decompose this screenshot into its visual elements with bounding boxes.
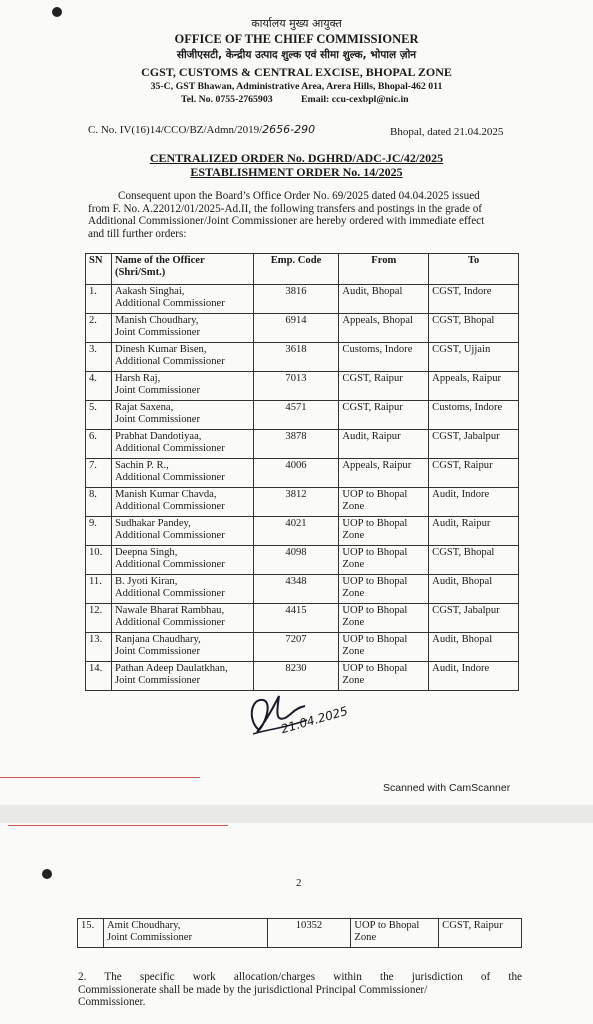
col-header-to: To [429, 254, 519, 285]
row-emp-code: 3618 [253, 343, 339, 372]
row-to: Audit, Bhopal [429, 633, 519, 662]
officer-designation: Additional Commissioner [114, 500, 225, 512]
office-title: OFFICE OF THE CHIEF COMMISSIONER [174, 32, 419, 46]
officer-name: Dinesh Kumar Bisen, [114, 344, 207, 355]
row-from: UOP to Bhopal Zone [339, 604, 429, 633]
col-header-code: Emp. Code [253, 254, 339, 285]
row-to: Audit, Indore [429, 488, 519, 517]
row-sn: 14. [86, 662, 112, 691]
email: Email: ccu-cexbpl@nic.in [301, 94, 409, 105]
col-header-name: Name of the Officer (Shri/Smt.) [111, 254, 253, 285]
officer-name: Manish Kumar Chavda, [114, 489, 217, 500]
row-emp-code: 3878 [253, 430, 339, 459]
col-header-from: From [339, 254, 429, 285]
row-officer [111, 604, 253, 633]
divider [0, 777, 200, 778]
officer-designation: Joint Commissioner [114, 413, 201, 425]
row-from: UOP to Bhopal Zone [351, 919, 439, 948]
row-from: UOP to Bhopal Zone [339, 488, 429, 517]
row-from: Appeals, Raipur [339, 459, 429, 488]
dated: Bhopal, dated 21.04.2025 [390, 126, 504, 138]
table-row [86, 488, 519, 517]
camscanner-watermark: Scanned with CamScanner [383, 782, 511, 794]
row-to: CGST, Ujjain [429, 343, 519, 372]
para2-line: 2. The specific work allocation/charges within the jurisdiction of the [78, 971, 522, 983]
para2-line: Commissioner. [78, 996, 146, 1008]
officer-name: Ranjana Chaudhary, [114, 634, 201, 645]
row-officer [111, 430, 253, 459]
row-officer [111, 633, 253, 662]
row-officer [103, 919, 267, 948]
officer-designation: Additional Commissioner [114, 442, 225, 454]
table-row [86, 372, 519, 401]
row-to: CGST, Raipur [429, 459, 519, 488]
intro-line: from F. No. A.22012/01/2025-Ad.II, the following transfers and postings in the grade of [88, 202, 483, 215]
officer-name: Nawale Bharat Rambhau, [114, 605, 225, 616]
page-number: 2 [296, 877, 302, 889]
officer-name: Deepna Singh, [114, 547, 178, 558]
row-to: CGST, Bhopal [429, 546, 519, 575]
row-sn: 12. [86, 604, 112, 633]
zone-hindi: सीजीएसटी, केन्द्रीय उत्पाद शुल्क एवं सीमा शुल्क, भोपाल ज़ोन [176, 49, 417, 61]
row-to: CGST, Raipur [439, 919, 522, 948]
transfer-table [85, 253, 519, 691]
row-to: Appeals, Raipur [429, 372, 519, 401]
file-number-text: C. No. IV(16)14/CCO/BZ/Admn/2019/ [88, 124, 263, 136]
row-from: CGST, Raipur [339, 401, 429, 430]
table-row [86, 430, 519, 459]
row-emp-code: 3816 [253, 285, 339, 314]
row-sn: 1. [86, 285, 112, 314]
row-officer [111, 517, 253, 546]
row-sn: 4. [86, 372, 112, 401]
table-row [86, 285, 519, 314]
row-officer [111, 662, 253, 691]
para2-line: Commissionerate shall be made by the jurisdictional Principal Commissioner/ [78, 983, 428, 996]
row-from: UOP to Bhopal Zone [339, 662, 429, 691]
row-to: Audit, Indore [429, 662, 519, 691]
table-row [86, 604, 519, 633]
row-from: Appeals, Bhopal [339, 314, 429, 343]
page-gap [0, 805, 593, 823]
row-emp-code: 8230 [253, 662, 339, 691]
row-emp-code: 4415 [253, 604, 339, 633]
intro-paragraph [88, 190, 518, 240]
row-to: CGST, Indore [429, 285, 519, 314]
row-from: CGST, Raipur [339, 372, 429, 401]
row-to: CGST, Jabalpur [429, 604, 519, 633]
table-row [86, 459, 519, 488]
row-to: CGST, Jabalpur [429, 430, 519, 459]
officer-name: Sudhakar Pandey, [114, 518, 191, 529]
officer-name: Pathan Adeep Daulatkhan, [114, 663, 228, 674]
row-sn: 10. [86, 546, 112, 575]
officer-designation: Joint Commissioner [106, 931, 193, 943]
officer-designation: Joint Commissioner [114, 645, 201, 657]
row-officer [111, 488, 253, 517]
row-from: Customs, Indore [339, 343, 429, 372]
table-row [86, 662, 519, 691]
row-sn: 15. [78, 919, 104, 948]
row-emp-code: 7013 [253, 372, 339, 401]
row-emp-code: 4021 [253, 517, 339, 546]
page-2 [0, 823, 593, 1024]
row-emp-code: 4571 [253, 401, 339, 430]
row-emp-code: 4098 [253, 546, 339, 575]
officer-designation: Joint Commissioner [114, 326, 201, 338]
order-title-2: ESTABLISHMENT ORDER No. 14/2025 [190, 165, 403, 179]
table-row [78, 919, 522, 948]
row-sn: 11. [86, 575, 112, 604]
table-header-row [86, 254, 519, 285]
row-sn: 7. [86, 459, 112, 488]
file-number [88, 124, 315, 136]
row-from: UOP to Bhopal Zone [339, 633, 429, 662]
transfer-table-continued [77, 918, 522, 948]
col-header-sn: SN [86, 254, 112, 285]
order-title-1: CENTRALIZED ORDER No. DGHRD/ADC-JC/42/2025 [149, 151, 444, 165]
intro-line: and till further orders: [88, 227, 187, 240]
row-from: Audit, Bhopal [339, 285, 429, 314]
row-emp-code: 4006 [253, 459, 339, 488]
table-row [86, 343, 519, 372]
table-row [86, 401, 519, 430]
officer-name: Manish Choudhary, [114, 315, 199, 326]
row-to: Audit, Bhopal [429, 575, 519, 604]
table-body [86, 285, 519, 691]
officer-designation: Additional Commissioner [114, 558, 225, 570]
officer-designation: Additional Commissioner [114, 529, 225, 541]
row-sn: 6. [86, 430, 112, 459]
row-emp-code: 7207 [253, 633, 339, 662]
officer-name: Sachin P. R., [114, 460, 169, 471]
officer-name: Prabhat Dandotiyaa, [114, 431, 202, 442]
row-emp-code: 4348 [253, 575, 339, 604]
officer-designation: Additional Commissioner [114, 355, 225, 367]
row-emp-code: 6914 [253, 314, 339, 343]
row-sn: 3. [86, 343, 112, 372]
address: 35-C, GST Bhawan, Administrative Area, Arera Hills, Bhopal-462 011 [150, 81, 443, 92]
officer-designation: Additional Commissioner [114, 587, 225, 599]
row-to: CGST, Bhopal [429, 314, 519, 343]
row-to: Customs, Indore [429, 401, 519, 430]
officer-designation: Joint Commissioner [114, 674, 201, 686]
table-row [86, 546, 519, 575]
table-row [86, 314, 519, 343]
row-officer [111, 401, 253, 430]
intro-line: Additional Commissioner/Joint Commissioner are hereby ordered with immediate effect [88, 215, 485, 227]
tel: Tel. No. 0755-2765903 [181, 94, 273, 105]
row-emp-code: 10352 [267, 919, 351, 948]
officer-designation: Joint Commissioner [114, 384, 201, 396]
row-officer [111, 314, 253, 343]
punch-hole [42, 869, 52, 879]
table-row [86, 517, 519, 546]
office-hindi: कार्यालय मुख्य आयुक्त [251, 17, 342, 30]
row-emp-code: 3812 [253, 488, 339, 517]
officer-name: Amit Choudhary, [106, 920, 181, 931]
row-officer [111, 575, 253, 604]
row-to: Audit, Raipur [429, 517, 519, 546]
row-officer [111, 343, 253, 372]
officer-designation: Additional Commissioner [114, 471, 225, 483]
zone-title: CGST, CUSTOMS & CENTRAL EXCISE, BHOPAL ZONE [141, 65, 452, 79]
officer-name: Aakash Singhai, [114, 286, 185, 297]
row-from: UOP to Bhopal Zone [339, 575, 429, 604]
row-sn: 5. [86, 401, 112, 430]
intro-line: Consequent upon the Board’s Office Order No. 69/2025 dated 04.04.2025 issued [118, 190, 480, 202]
row-officer [111, 546, 253, 575]
row-sn: 8. [86, 488, 112, 517]
row-officer [111, 459, 253, 488]
paragraph-2 [78, 971, 522, 1009]
officer-name: Harsh Raj, [114, 373, 161, 384]
signature-date: 21.04.2025 [279, 703, 350, 737]
row-sn: 2. [86, 314, 112, 343]
row-sn: 9. [86, 517, 112, 546]
row-officer [111, 285, 253, 314]
officer-designation: Additional Commissioner [114, 616, 225, 628]
table-row [86, 575, 519, 604]
officer-name: Rajat Saxena, [114, 402, 174, 413]
row-from: UOP to Bhopal Zone [339, 546, 429, 575]
file-number-handwritten: 2656-290 [262, 123, 316, 136]
table-row [86, 633, 519, 662]
divider [8, 825, 228, 826]
row-from: UOP to Bhopal Zone [339, 517, 429, 546]
row-from: Audit, Raipur [339, 430, 429, 459]
punch-hole [52, 7, 62, 17]
row-sn: 13. [86, 633, 112, 662]
officer-name: B. Jyoti Kiran, [114, 576, 178, 587]
officer-designation: Additional Commissioner [114, 297, 225, 309]
row-officer [111, 372, 253, 401]
